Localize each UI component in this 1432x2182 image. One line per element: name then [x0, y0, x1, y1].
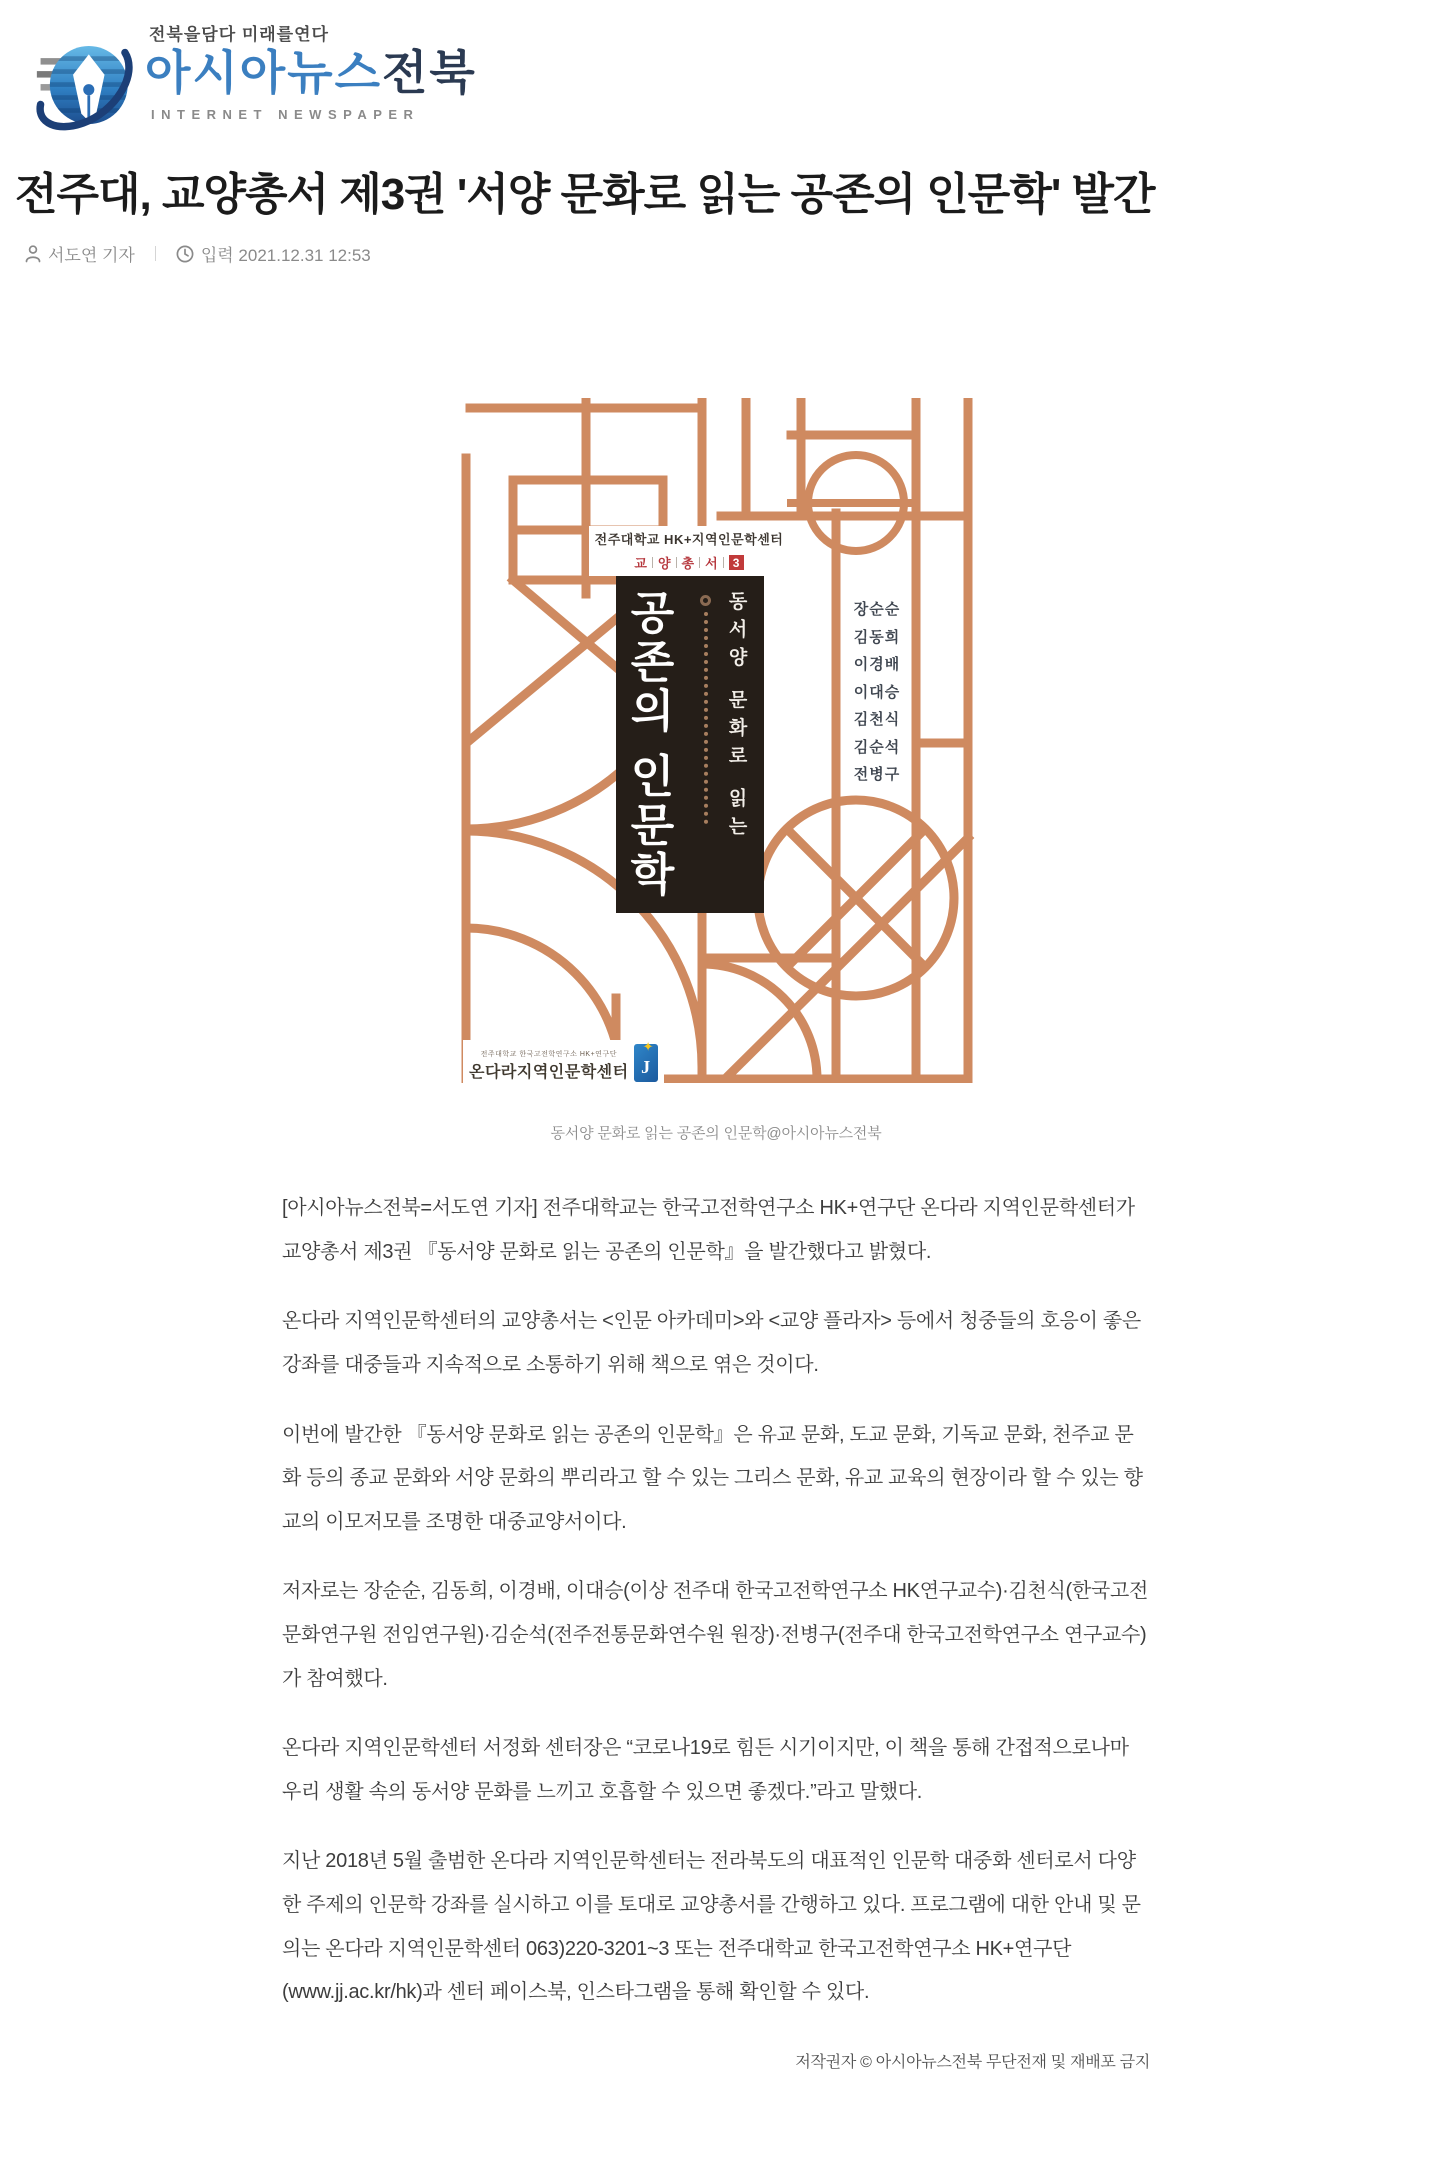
reporter-name: 서도연 기자 [48, 246, 135, 266]
author-name: 전병구 [853, 766, 901, 784]
series-separator [676, 557, 677, 568]
series-row [589, 553, 789, 572]
site-logo-subtitle: INTERNET NEWSPAPER [151, 107, 420, 123]
author-name: 김천식 [853, 711, 901, 729]
paragraph: 온다라 지역인문학센터의 교양총서는 <인문 아카데미>와 <교양 플라자> 등에서 청중들의 호응이 좋은 강좌를 대중들과 지속적으로 소통하기 위해 책으로 엮은 것이다. [282, 1310, 1141, 1376]
jj-mark: J [641, 1057, 651, 1078]
site-logo[interactable] [35, 20, 1432, 136]
publisher-logo-small-text: 전주대학교 한국고전학연구소 HK+연구단 [480, 1051, 617, 1059]
series-separator [652, 557, 653, 568]
cover-subtitle-vertical: 동서양 문화로 읽는 [725, 591, 747, 844]
site-tagline: 전북을담다 미래를연다 [149, 25, 329, 44]
copyright-notice: 저작권자 © 아시아뉴스전북 무단전재 및 재배포 금지 [795, 2053, 1150, 2071]
logo-text-primary: 아시아뉴스 [145, 48, 383, 100]
series-number-badge: 3 [729, 555, 744, 570]
author-name: 김동희 [853, 628, 901, 646]
logo-text-secondary: 전북 [382, 48, 477, 100]
byline [25, 241, 1432, 266]
clock-icon [176, 245, 194, 263]
author-name: 이대승 [853, 683, 901, 701]
image-caption: 동서양 문화로 읽는 공존의 인문학@아시아뉴스전북 [550, 1125, 882, 1143]
article-body [282, 1187, 1150, 2015]
star-icon: ✦ [642, 1039, 654, 1055]
dotted-ornament [700, 595, 711, 824]
paragraph: [아시아뉴스전북=서도연 기자] 전주대학교는 한국고전학연구소 HK+연구단 온다라 지역인문학센터가 교양총서 제3권 『동서양 문화로 읽는 공존의 인문학』을 발간했다고 밝혔다. [282, 1197, 1135, 1263]
ornament-dotted-line [704, 612, 708, 824]
site-header [0, 0, 1432, 136]
cover-authors [841, 596, 913, 789]
cover-title-vertical: 공존의 인문학 [623, 589, 674, 900]
paragraph: 저자로는 장순순, 김동희, 이경배, 이대승(이상 전주대 한국고전학연구소 HK연구교수)·김천식(한국고전문화연구원 전임연구원)·김순석(전주전통문화연수원 원장)·전병구(전주대 한국고전학연구소 연구교수)가 참여했다. [282, 1580, 1148, 1690]
series-char: 총 [681, 556, 695, 572]
series-char: 교 [634, 556, 647, 572]
cover-title-box [616, 575, 764, 913]
series-char: 서 [705, 556, 718, 572]
logo-globe-pen-icon [35, 34, 137, 136]
cover-series-label [589, 526, 789, 576]
site-logo-title [145, 47, 477, 101]
series-char: 양 [657, 556, 671, 572]
publisher-logo-badge-icon [634, 1039, 658, 1082]
reporter-icon [25, 245, 41, 263]
author-name: 김순석 [853, 738, 901, 756]
publish-time: 입력 2021.12.31 12:53 [200, 246, 371, 266]
cover-publisher-line: 전주대학교 HK+지역인문학센터 [594, 532, 784, 548]
series-separator [723, 557, 724, 568]
ornament-circle [700, 595, 711, 606]
publisher-logo-main-text: 온다라지역인문학센터 [469, 1064, 629, 1082]
article-headline: 전주대, 교양총서 제3권 '서양 문화로 읽는 공존의 인문학' 발간 [15, 170, 1155, 219]
book-cover-image [421, 308, 1011, 1098]
paragraph: 온다라 지역인문학센터 서정화 센터장은 “코로나19로 힘든 시기이지만, 이 책을 통해 간접적으로나마 우리 생활 속의 동서양 문화를 느끼고 호흡할 수 있으면 좋겠다.”라고 말했다. [282, 1737, 1129, 1803]
paragraph: 이번에 발간한 『동서양 문화로 읽는 공존의 인문학』은 유교 문화, 도교 문화, 기독교 문화, 천주교 문화 등의 종교 문화와 서양 문화의 뿌리라고 할 수 있는 그리스 문화, 유교 교육의 현장이라 할 수 있는 향교의 이모저모를 조명한 대중교양서이다. [282, 1423, 1143, 1533]
paragraph: 지난 2018년 5월 출범한 온다라 지역인문학센터는 전라북도의 대표적인 인문학 대중화 센터로서 다양한 주제의 인문학 강좌를 실시하고 이를 토대로 교양총서를 간행하고 있다. 프로그램에 대한 안내 및 문의는 온다라 지역인문학센터 063)220-3201~3 또는 전주대학교 한국고전학연구소 HK+연구단(www.jj.ac.kr/hk)과 센터 페이스북, 인스타그램을 통해 확인할 수 있다. [282, 1850, 1141, 2004]
author-name: 이경배 [853, 656, 901, 674]
series-separator [699, 557, 700, 568]
publisher-logo [463, 1040, 664, 1086]
author-name: 장순순 [853, 601, 901, 619]
byline-divider [155, 246, 156, 261]
